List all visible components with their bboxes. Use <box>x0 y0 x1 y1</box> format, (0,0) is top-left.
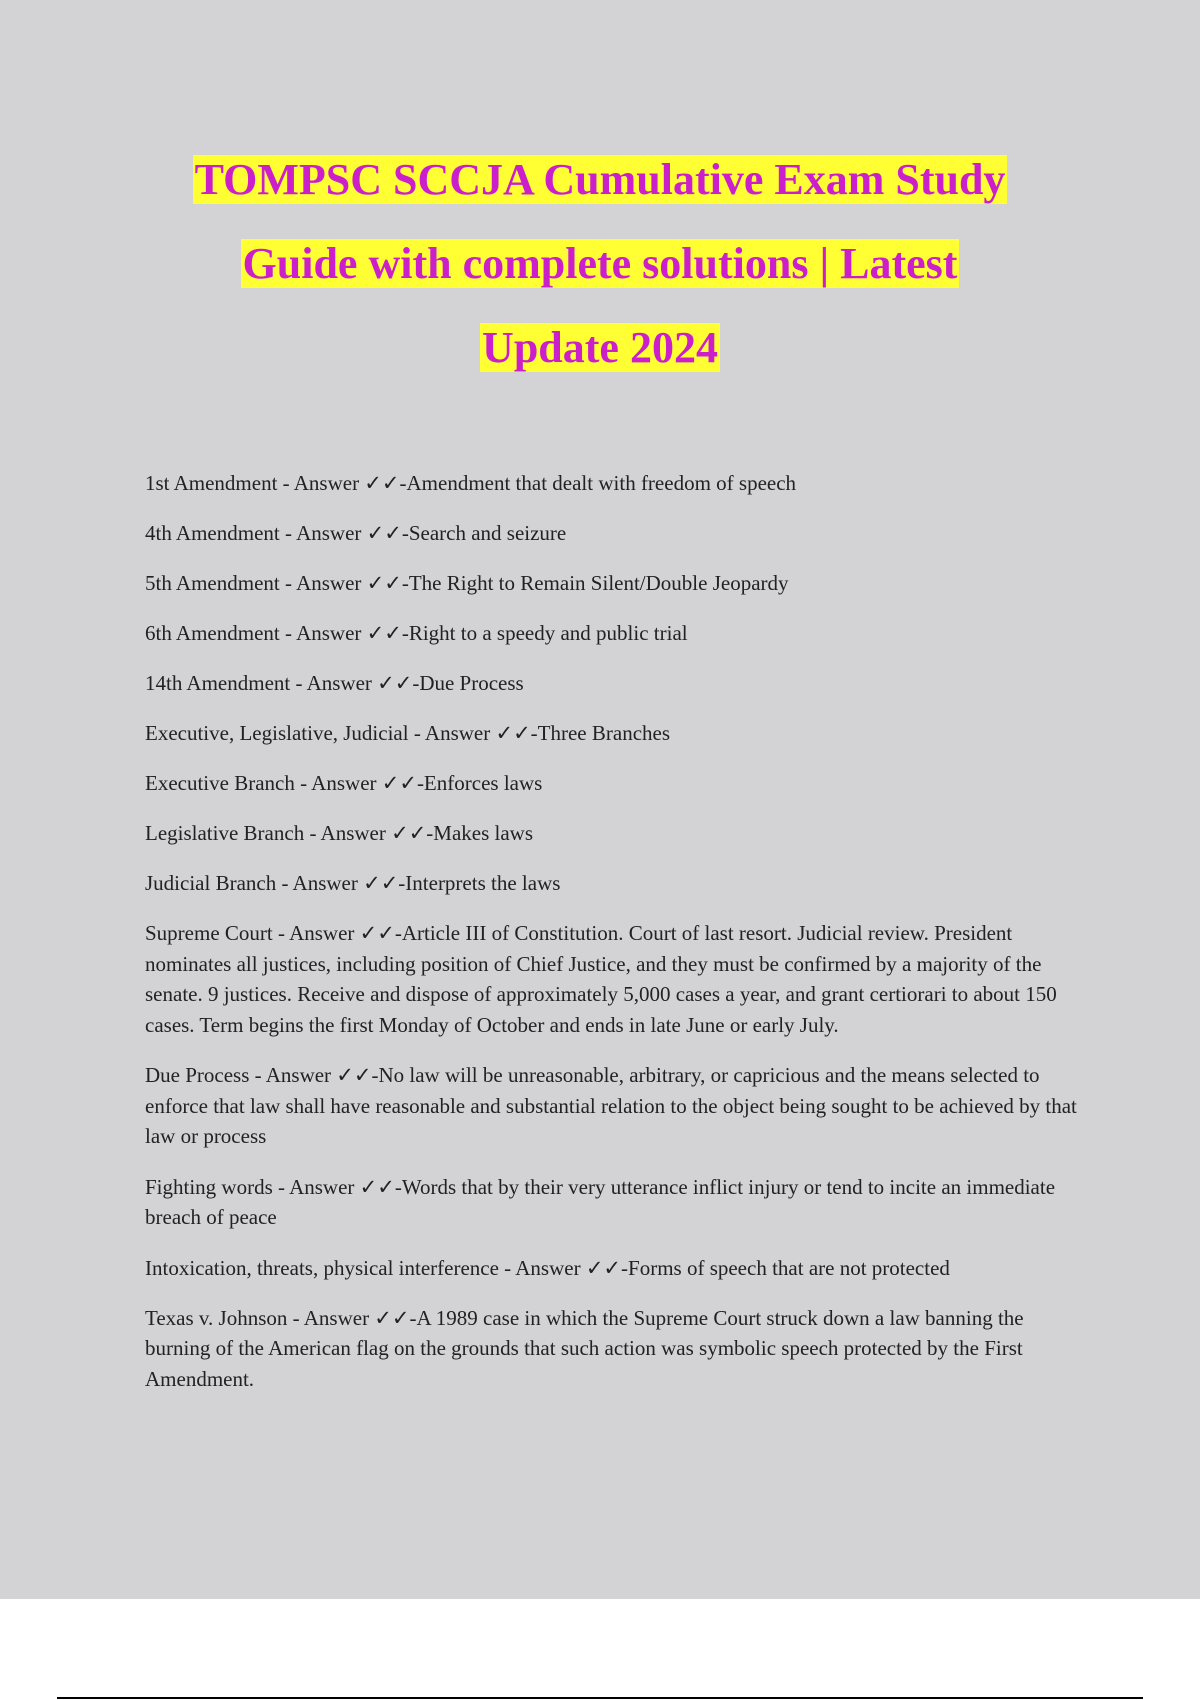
qa-item: Fighting words - Answer ✓✓-Words that by their very utterance inflict injury or tend to incite an immediate breach of peace <box>145 1174 1056 1229</box>
qa-item: 1st Amendment - Answer ✓✓-Amendment that dealt with freedom of speech <box>145 471 797 495</box>
qa-item: Intoxication, threats, physical interference - Answer ✓✓-Forms of speech that are not protected <box>145 1255 950 1280</box>
qa-item: Executive Branch - Answer ✓✓-Enforces laws <box>145 771 543 795</box>
qa-item: Texas v. Johnson - Answer ✓✓-A 1989 case in which the Supreme Court struck down a law banning the burning of the American flag on the grounds that such action was symbolic speech protected by the First Amendment. <box>145 1305 1024 1391</box>
qa-item: Legislative Branch - Answer ✓✓-Makes laws <box>145 821 534 845</box>
footer-divider <box>57 1697 1143 1699</box>
title-line <box>0 222 1200 306</box>
question-answer-list <box>145 468 1085 1414</box>
document-title <box>0 138 1200 390</box>
qa-item: 6th Amendment - Answer ✓✓-Right to a speedy and public trial <box>145 621 688 645</box>
title-line-text: Update 2024 <box>482 323 718 372</box>
qa-item: Due Process - Answer ✓✓-No law will be unreasonable, arbitrary, or capricious and the means selected to enforce that law shall have reasonable and substantial relation to the object being sought to be achieved by that law or process <box>145 1063 1077 1148</box>
title-line-text: TOMPSC SCCJA Cumulative Exam Study <box>194 155 1006 204</box>
qa-item: 5th Amendment - Answer ✓✓-The Right to Remain Silent/Double Jeopardy <box>145 571 789 595</box>
title-line <box>0 306 1200 390</box>
qa-item: Supreme Court - Answer ✓✓-Article III of Constitution. Court of last resort. Judicial review. President nominates all justices, including position of Chief Justice, and they must be confirmed by a majority of the senate. 9 justices. Receive and dispose of approximately 5,000 cases a year, and grant certiorari to about 150 cases. Term begins the first Monday of October and ends in late June or early July. <box>145 921 1057 1037</box>
qa-item: 14th Amendment - Answer ✓✓-Due Process <box>145 671 524 695</box>
qa-item: Judicial Branch - Answer ✓✓-Interprets the laws <box>145 871 561 895</box>
qa-item: Executive, Legislative, Judicial - Answer ✓✓-Three Branches <box>145 721 671 745</box>
qa-item: 4th Amendment - Answer ✓✓-Search and seizure <box>145 521 567 545</box>
title-line <box>0 138 1200 222</box>
title-line-text: Guide with complete solutions | Latest <box>242 239 958 288</box>
